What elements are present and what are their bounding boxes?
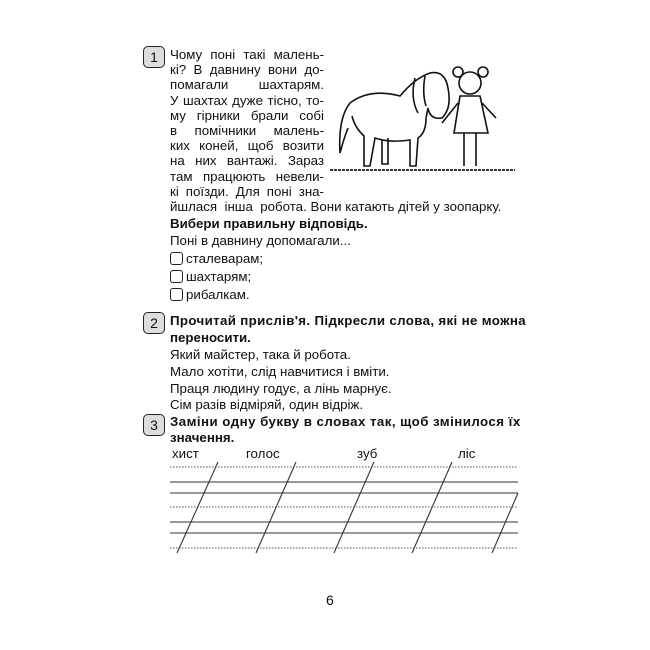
task3-instruction-cont: значення. — [170, 430, 235, 445]
word: хист — [172, 446, 199, 461]
text-line: помагали шахтарям. — [170, 77, 324, 93]
text-line: Чому поні такі малень- — [170, 47, 324, 62]
option-label: рибалкам. — [186, 287, 250, 302]
page-number: 6 — [326, 592, 334, 608]
task2-instruction: Прочитай прислів'я. Підкресли слова, які не можна — [170, 313, 526, 328]
proverb: Праця людину годує, а лінь марнує. — [170, 381, 392, 396]
task1-instruction: Вибери правильну відповідь. — [170, 216, 368, 231]
task-number-badge: 2 — [143, 312, 165, 334]
task2-instruction-cont: переносити. — [170, 330, 251, 345]
word: ліс — [458, 446, 476, 461]
text-line: ких коней, щоб возити — [170, 138, 324, 154]
task-number-badge: 1 — [143, 46, 165, 68]
word: зуб — [357, 446, 378, 461]
proverb: Сім разів відміряй, один відріж. — [170, 397, 364, 412]
task1-question: Поні в давнину допомагали... — [170, 233, 351, 248]
text-line: йшлася інша робота. Вони катають дітей у зоопарку. — [170, 198, 502, 214]
text-line: У шахтах дуже тісно, то- — [170, 92, 324, 108]
word: голос — [246, 446, 280, 461]
text-line: на них вантажі. Зараз — [170, 153, 324, 169]
task-number-badge: 3 — [143, 414, 165, 436]
text-line: му гірники брали собі — [170, 107, 324, 123]
option-label: шахтарям; — [186, 269, 252, 284]
proverb: Мало хотіти, слід навчитися і вміти. — [170, 364, 390, 379]
text-line: там працюють невели- — [170, 168, 324, 184]
text-line: в помічники малень- — [170, 122, 324, 138]
text-line: кі поїзди. Для поні зна- — [170, 183, 324, 199]
text-line: кі? В давнину вони до- — [170, 62, 324, 78]
option-label: сталеварам; — [186, 251, 264, 266]
task3-instruction: Заміни одну букву в словах так, щоб змінилося їх — [170, 414, 521, 429]
proverb: Який майстер, така й робота. — [170, 347, 351, 362]
